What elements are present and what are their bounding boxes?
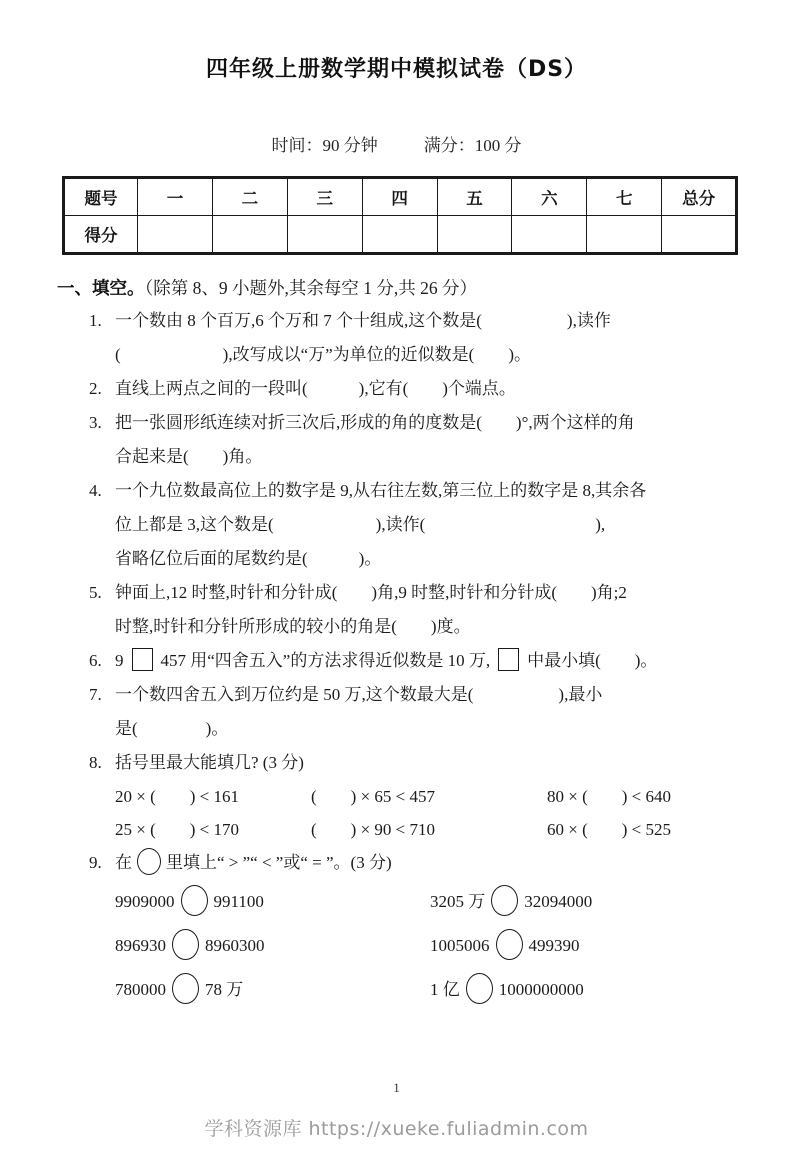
full-score-label: 满分：100 分 — [423, 136, 522, 155]
question-2 — [62, 372, 752, 406]
score-cell-empty — [287, 216, 362, 254]
right-value: 8960300 — [205, 936, 265, 955]
score-cell-empty — [212, 216, 287, 254]
question-text: 一个九位数最高位上的数字是 9,从右往左数,第三位上的数字是 8,其余各 — [115, 481, 647, 500]
question-line — [62, 474, 752, 508]
section-heading-title: 一、填空。 — [57, 279, 145, 299]
question-line — [62, 644, 752, 678]
question-text: 把一张圆形纸连续对折三次后,形成的角的度数是( )°,两个这样的角 — [115, 413, 635, 432]
question-text: 时整,时针和分针所形成的较小的角是( )度。 — [115, 617, 471, 636]
right-value: 78 万 — [205, 980, 244, 999]
question-6 — [62, 644, 752, 678]
score-cell-empty — [437, 216, 512, 254]
question-line — [62, 338, 752, 372]
question-text: 钟面上,12 时整,时针和分针成( )角,9 时整,时针和分针成( )角;2 — [115, 583, 627, 602]
digit-box-icon — [132, 648, 153, 671]
question-8 — [62, 746, 752, 846]
question-line — [62, 440, 752, 474]
comparison-circle-icon — [172, 973, 199, 1004]
question-number: 5. — [89, 583, 102, 602]
score-table-header-cell: 四 — [362, 178, 437, 216]
score-table-header-cell: 七 — [587, 178, 662, 216]
left-value: 1005006 — [430, 936, 490, 955]
question-text: 省略亿位后面的尾数约是( )。 — [115, 549, 382, 568]
right-value: 499390 — [528, 936, 580, 955]
section-heading-note: （除第 8、9 小题外,其余每空 1 分,共 26 分） — [144, 278, 477, 298]
question-line — [62, 304, 752, 338]
section-heading — [57, 275, 793, 300]
question-number: 4. — [89, 481, 102, 500]
score-table-header-row — [64, 178, 737, 216]
left-value: 1 亿 — [430, 980, 460, 999]
digit-box-icon — [498, 648, 519, 671]
comparison-item — [430, 968, 752, 1012]
comparison-row — [62, 968, 752, 1012]
score-table-header-cell: 三 — [287, 178, 362, 216]
comparison-circle-icon — [496, 929, 523, 960]
score-cell-empty — [587, 216, 662, 254]
comparison-circle-icon — [466, 973, 493, 1004]
inequality-expression: 20 × ( ) < 161 — [115, 787, 239, 806]
inequality-expression: 60 × ( ) < 525 — [547, 820, 671, 839]
question-line — [62, 610, 752, 644]
score-cell-empty — [662, 216, 737, 254]
question-number: 8. — [89, 753, 102, 772]
comparison-circle-icon — [172, 929, 199, 960]
questions-list — [62, 304, 752, 1012]
comparison-item — [115, 880, 430, 924]
left-value: 780000 — [115, 980, 166, 999]
question-text: 9 — [115, 651, 124, 670]
question-text: 在 — [115, 853, 132, 872]
score-table-header-cell: 六 — [512, 178, 587, 216]
question-text: 直线上两点之间的一段叫( ),它有( )个端点。 — [115, 379, 516, 398]
score-table-header-cell: 五 — [437, 178, 512, 216]
exam-meta — [0, 131, 793, 156]
score-row-label: 得分 — [64, 216, 138, 254]
question-number: 7. — [89, 685, 102, 704]
inequality-expression: 80 × ( ) < 640 — [547, 787, 671, 806]
question-text: 一个数由 8 个百万,6 个万和 7 个十组成,这个数是( ),读作 — [115, 311, 611, 330]
question-text: 一个数四舍五入到万位约是 50 万,这个数最大是( ),最小 — [115, 685, 603, 704]
question-text: 457 用“四舍五入”的方法求得近似数是 10 万, — [160, 651, 491, 670]
time-limit-label: 时间：90 分钟 — [271, 136, 378, 155]
comparison-circle-icon — [181, 885, 208, 916]
comparison-item — [115, 968, 430, 1012]
score-table-header-cell: 题号 — [64, 178, 138, 216]
comparison-circle-icon — [491, 885, 518, 916]
question-line — [62, 846, 752, 880]
score-table — [62, 176, 738, 255]
question-5 — [62, 576, 752, 644]
exam-page — [0, 52, 793, 1174]
left-value: 896930 — [115, 936, 166, 955]
comparison-item — [430, 880, 752, 924]
question-line — [62, 542, 752, 576]
fill-max-row — [62, 780, 752, 813]
comparison-item — [115, 924, 430, 968]
question-line — [62, 746, 752, 780]
question-text: 是( )。 — [115, 719, 229, 738]
inequality-expression: 25 × ( ) < 170 — [115, 820, 239, 839]
score-cell-empty — [512, 216, 587, 254]
score-table-score-row — [64, 216, 737, 254]
question-3 — [62, 406, 752, 474]
question-text: 合起来是( )角。 — [115, 447, 263, 466]
question-7 — [62, 678, 752, 746]
score-cell-empty — [138, 216, 213, 254]
question-text: 位上都是 3,这个数是( ),读作( ), — [115, 515, 606, 534]
page-number: 1 — [393, 1080, 400, 1095]
question-line — [62, 372, 752, 406]
inequality-expression: ( ) × 90 < 710 — [311, 820, 435, 839]
right-value: 991100 — [213, 892, 264, 911]
question-line — [62, 678, 752, 712]
inequality-expression: ( ) × 65 < 457 — [311, 787, 435, 806]
question-1 — [62, 304, 752, 372]
question-text: 里填上“ > ”“ < ”或“ = ”。(3 分) — [166, 853, 392, 872]
right-value: 32094000 — [524, 892, 593, 911]
question-line — [62, 576, 752, 610]
score-table-header-cell: 二 — [212, 178, 287, 216]
site-watermark: 学科资源库 https://xueke.fuliadmin.com — [204, 1118, 589, 1140]
question-text: 括号里最大能填几? (3 分) — [115, 753, 304, 772]
left-value: 3205 万 — [430, 892, 486, 911]
comparison-row — [62, 880, 752, 924]
question-text: 中最小填( )。 — [527, 651, 658, 670]
score-table-header-cell: 一 — [138, 178, 213, 216]
question-4 — [62, 474, 752, 576]
fill-max-row — [62, 813, 752, 846]
question-9 — [62, 846, 752, 1012]
question-line — [62, 712, 752, 746]
question-number: 1. — [89, 311, 102, 330]
score-cell-empty — [362, 216, 437, 254]
right-value: 1000000000 — [498, 980, 584, 999]
question-number: 3. — [89, 413, 102, 432]
question-number: 2. — [89, 379, 102, 398]
question-number: 6. — [89, 651, 102, 670]
left-value: 9909000 — [115, 892, 175, 911]
comparison-row — [62, 924, 752, 968]
question-line — [62, 508, 752, 542]
score-table-header-cell: 总分 — [662, 178, 737, 216]
comparison-circle-icon — [137, 848, 161, 875]
question-text: ( ),改写成以“万”为单位的近似数是( )。 — [115, 345, 531, 364]
page-title: 四年级上册数学期中模拟试卷（DS） — [205, 57, 588, 82]
question-line — [62, 406, 752, 440]
question-number: 9. — [89, 853, 102, 872]
comparison-item — [430, 924, 752, 968]
